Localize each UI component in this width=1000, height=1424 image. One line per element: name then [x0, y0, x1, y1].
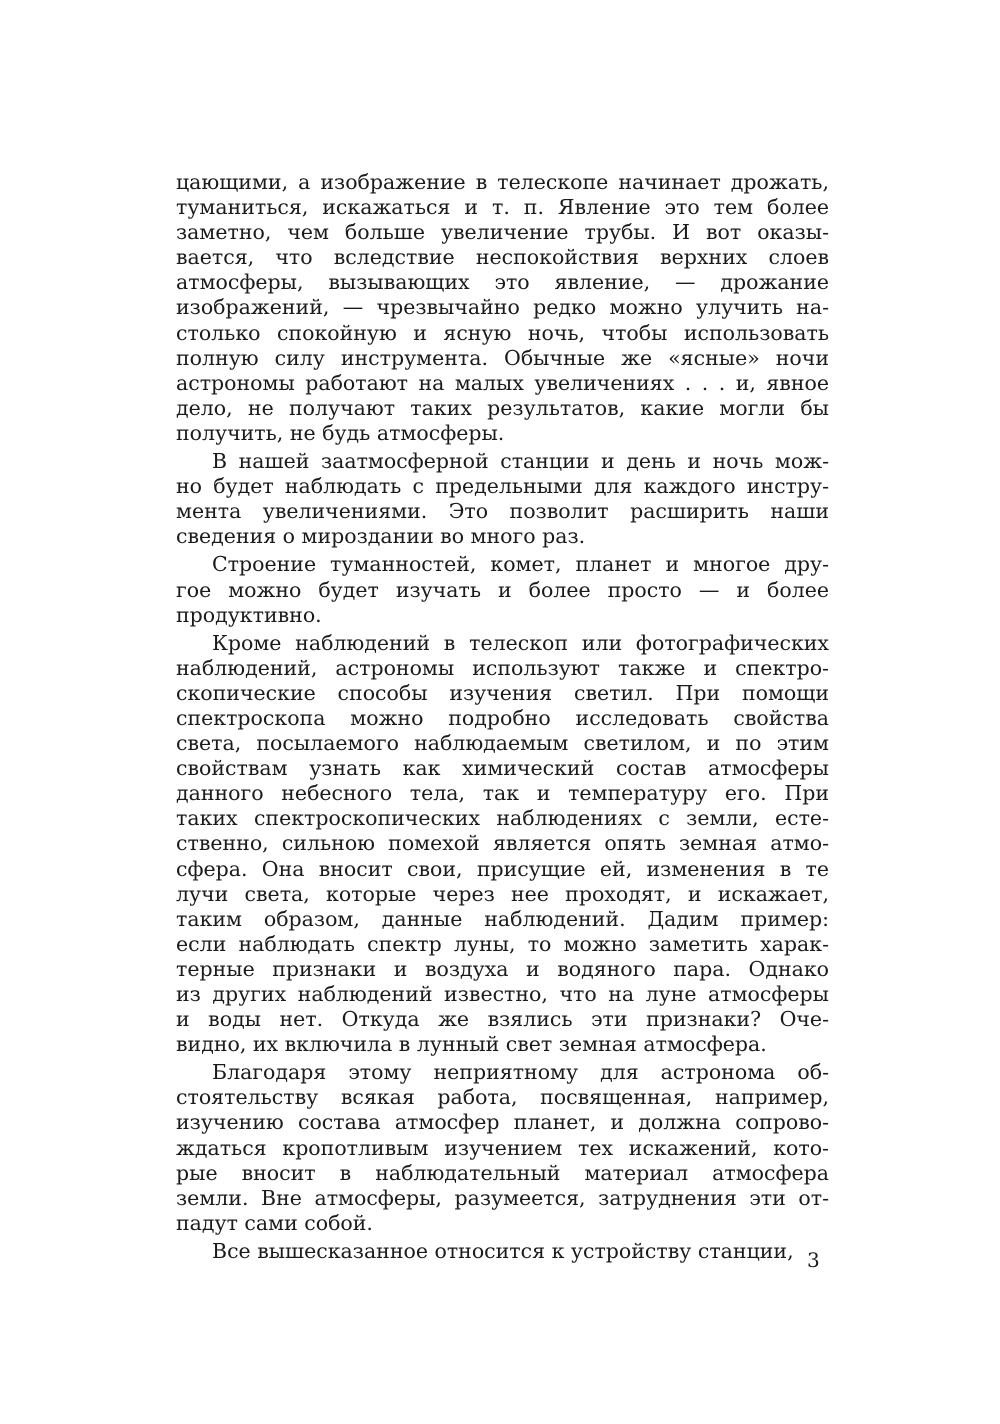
paragraph	[176, 1239, 829, 1264]
text-line: таких спектроскопических наблюдениях с земли, есте-	[176, 806, 829, 831]
text-line: атмосферы, вызывающих это явление, — дрожание	[176, 270, 829, 295]
paragraph	[176, 449, 829, 549]
text-line: заметно, чем больше увеличение трубы. И вот оказы-	[176, 220, 829, 245]
text-line: данного небесного тела, так и температуру его. При	[176, 781, 829, 806]
text-line: полную силу инструмента. Обычные же «ясные» ночи	[176, 345, 829, 370]
paragraph	[176, 631, 829, 1058]
text-line: и воды нет. Откуда же взялись эти признаки? Оче-	[176, 1007, 829, 1032]
text-line: получить, не будь атмосферы.	[176, 420, 505, 445]
text-line: таким образом, данные наблюдений. Дадим пример:	[176, 906, 829, 931]
text-line: сведения о мироздании во много раз.	[176, 524, 586, 549]
text-line: скопические способы изучения светил. При помощи	[176, 680, 829, 705]
text-line: дело, не получают таких результатов, какие могли бы	[176, 395, 829, 420]
text-line: мента увеличениями. Это позволит расширить наши	[176, 499, 829, 524]
page-number: 3	[807, 1248, 820, 1272]
text-line: наблюдений, астрономы используют также и спектро-	[176, 655, 829, 680]
text-line: Строение туманностей, комет, планет и многое дру-	[212, 552, 829, 577]
text-line: свойствам узнать как химический состав атмосферы	[176, 756, 829, 781]
text-line: В нашей заатмосферной станции и день и ночь мож-	[212, 449, 829, 474]
text-line: падут сами собой.	[176, 1210, 373, 1235]
text-line: терные признаки и воздуха и водяного пара. Однако	[176, 956, 829, 981]
text-line: из других наблюдений известно, что на луне атмосферы	[176, 982, 829, 1006]
text-line: продуктивно.	[176, 602, 322, 627]
page-body	[176, 170, 829, 1264]
text-line: Все вышесказанное относится к устройству станции,	[212, 1238, 794, 1263]
text-line: если наблюдать спектр луны, то можно заметить харак-	[176, 931, 829, 956]
text-line: лучи света, которые через нее проходят, и искажает,	[176, 881, 829, 906]
text-line: света, посылаемого наблюдаемым светилом, и по этим	[176, 731, 829, 756]
text-line: рые вносит в наблюдательный материал атмосфера	[176, 1160, 829, 1185]
text-line: ждаться кропотливым изучением тех искажений, кото-	[176, 1135, 829, 1160]
text-line: спектроскопа можно подробно исследовать свойства	[176, 705, 829, 730]
text-line: изучению состава атмосфер планет, и должна сопрово-	[176, 1110, 829, 1135]
text-line: видно, их включила в лунный свет земная атмосфера.	[176, 1032, 767, 1057]
text-line: Благодаря этому неприятному для астронома об-	[212, 1060, 829, 1085]
text-line: но будет наблюдать с предельными для каждого инстру-	[176, 474, 829, 499]
text-line: ственно, сильною помехой является опять земная атмо-	[176, 831, 829, 856]
text-line: столько спокойную и ясную ночь, чтобы использовать	[176, 320, 829, 345]
text-line: гое можно будет изучать и более просто — и более	[176, 577, 829, 602]
text-line: туманиться, искажаться и т. п. Явление это тем более	[176, 195, 829, 220]
paragraph	[176, 170, 829, 446]
text-line: астрономы работают на малых увеличениях . . . и, явное	[176, 370, 829, 395]
text-line: сфера. Она вносит свои, присущие ей, изменения в те	[176, 856, 829, 881]
paragraph	[176, 552, 829, 627]
text-line: изображений, — чрезвычайно редко можно улучить на-	[176, 295, 829, 320]
text-line: цающими, а изображение в телескопе начинает дрожать,	[176, 170, 829, 194]
paragraph	[176, 1060, 829, 1236]
text-line: вается, что вследствие неспокойствия верхних слоев	[176, 245, 829, 270]
text-line: стоятельству всякая работа, посвященная, например,	[176, 1085, 829, 1110]
text-line: земли. Вне атмосферы, разумеется, затруднения эти от-	[176, 1185, 829, 1210]
text-line: Кроме наблюдений в телескоп или фотографических	[212, 630, 829, 655]
